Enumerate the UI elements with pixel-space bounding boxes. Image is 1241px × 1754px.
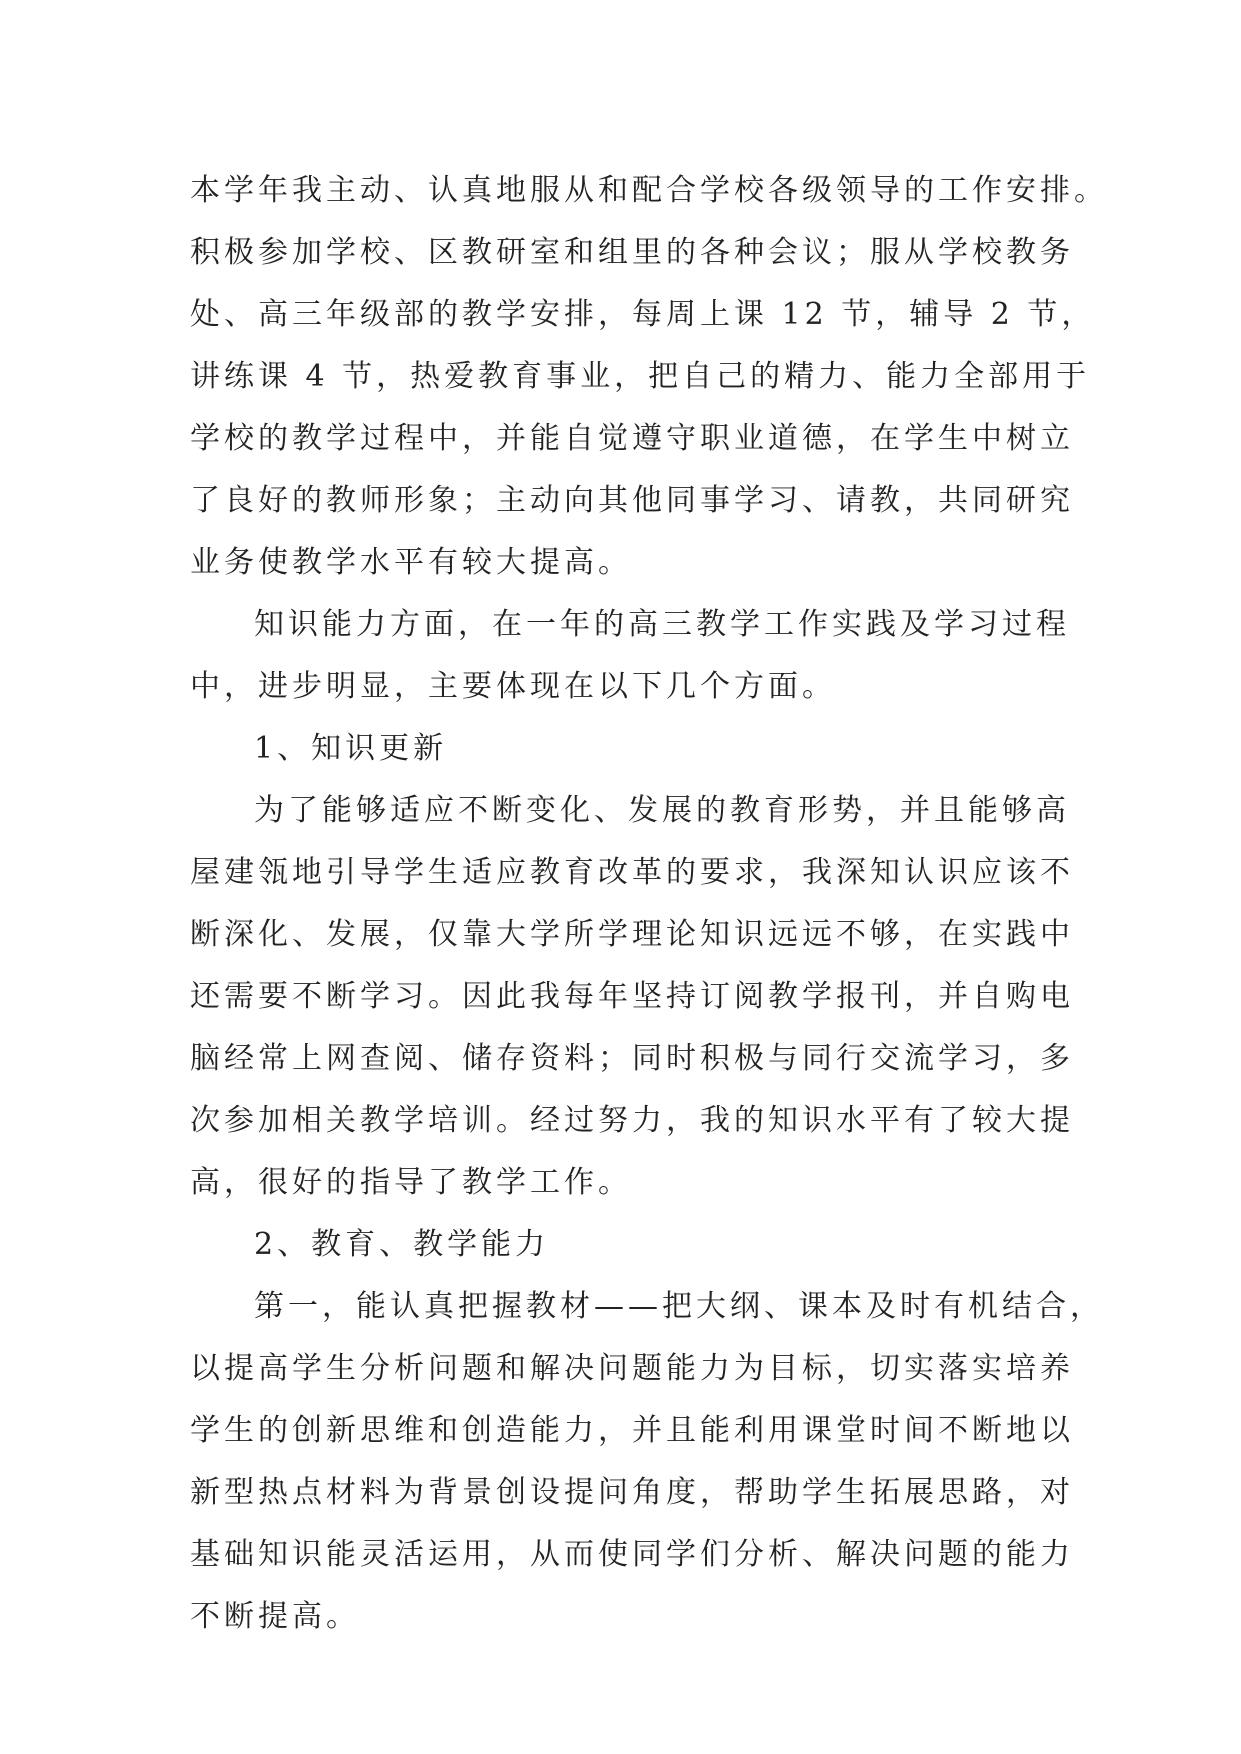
text-line: 屋建瓴地引导学生适应教育改革的要求，我深知认识应该不 (190, 855, 1074, 890)
text-line: 新型热点材料为背景创设提问角度，帮助学生拓展思路，对 (190, 1475, 1074, 1510)
text-line: 高，很好的指导了教学工作。 (190, 1165, 632, 1200)
text-line: 不断提高。 (190, 1599, 360, 1634)
text-line: 了良好的教师形象；主动向其他同事学习、请教，共同研究 (190, 483, 1074, 518)
text-line: 脑经常上网查阅、储存资料；同时积极与同行交流学习，多 (190, 1041, 1074, 1076)
section-heading: 1、知识更新 (254, 731, 448, 766)
text-line: 基础知识能灵活运用，从而使同学们分析、解决问题的能力 (190, 1537, 1074, 1572)
document-body (190, 160, 1108, 1648)
paragraph-start-line: 为了能够适应不断变化、发展的教育形势，并且能够高 (254, 793, 1070, 828)
text-line: 处、高三年级部的教学安排，每周上课 12 节，辅导 2 节， (190, 297, 1096, 332)
text-line: 学生的创新思维和创造能力，并且能利用课堂时间不断地以 (190, 1413, 1074, 1448)
text-line: 断深化、发展，仅靠大学所学理论知识远远不够，在实践中 (190, 917, 1074, 952)
section-heading: 2、教育、教学能力 (254, 1227, 550, 1262)
text-line: 以提高学生分析问题和解决问题能力为目标，切实落实培养 (190, 1351, 1074, 1386)
text-line: 学校的教学过程中，并能自觉遵守职业道德，在学生中树立 (190, 421, 1074, 456)
text-line: 本学年我主动、认真地服从和配合学校各级领导的工作安排。 (190, 173, 1108, 208)
text-line: 次参加相关教学培训。经过努力，我的知识水平有了较大提 (190, 1103, 1074, 1138)
text-line: 中，进步明显，主要体现在以下几个方面。 (190, 669, 836, 704)
paragraph-start-line: 知识能力方面，在一年的高三教学工作实践及学习过程 (254, 607, 1070, 642)
text-line: 积极参加学校、区教研室和组里的各种会议；服从学校教务 (190, 235, 1074, 270)
text-line: 业务使教学水平有较大提高。 (190, 545, 632, 580)
text-line: 讲练课 4 节，热爱教育事业，把自己的精力、能力全部用于 (190, 359, 1091, 394)
text-line: 还需要不断学习。因此我每年坚持订阅教学报刊，并自购电 (190, 979, 1074, 1014)
paragraph-start-line: 第一，能认真把握教材——把大纲、课本及时有机结合， (254, 1289, 1104, 1324)
